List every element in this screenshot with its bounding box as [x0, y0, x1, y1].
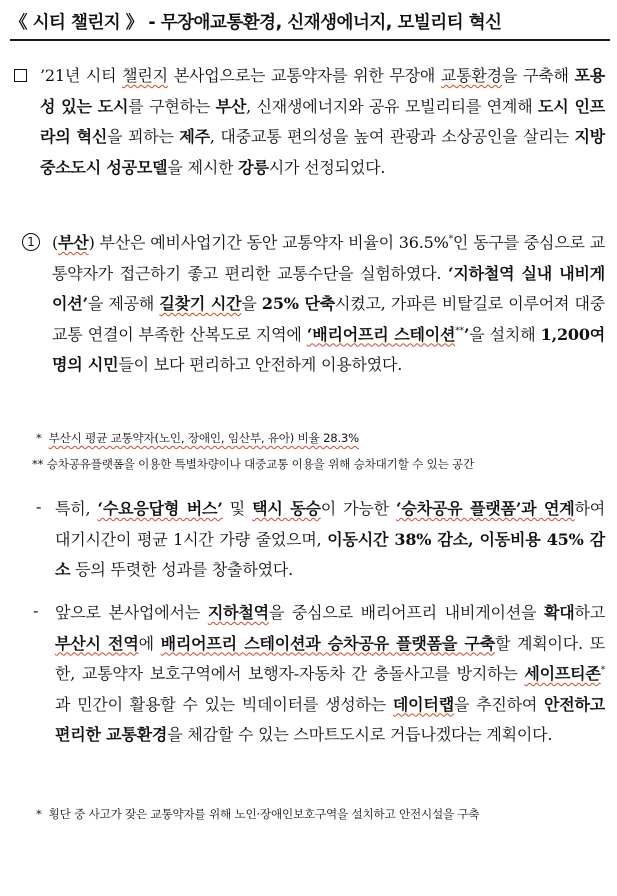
footnote-text: 부산시 평균 교통약자(노인, 장애인, 임산부, 유아) 비율 28.3% [48, 431, 359, 445]
footnote-text: 승차공유플랫폼을 이용한 특별차량이나 대중교통 이용을 위해 승차대기할 수 있는 공간 [46, 457, 475, 471]
footnote-mark: * [36, 807, 42, 821]
plan-text: 과 민간이 활용할 수 있는 빅데이터를 생성하는 [55, 694, 393, 714]
footnote-text: 횡단 중 사고가 잦은 교통약자를 위해 노인·장애인보호구역을 설치하고 안전시설을 구축 [48, 807, 480, 821]
busan-text: 을 제공해 [87, 294, 160, 313]
busan-emphasis: ‘지하철역 실내 내비게이션’ [52, 263, 606, 313]
footnote-1 [36, 430, 359, 446]
tuk-emphasis: ‘승차공유 플랫폼’과 연계 [396, 499, 575, 518]
plan-text: 할 계획이다. 또한, 교통약자 보호구역에서 보행자-자동차 간 충돌사고를 방지하는 [55, 633, 605, 683]
busan-text: ( [52, 233, 59, 252]
plan-text: 하고 [574, 603, 606, 622]
intro-text: 챌린지 [122, 66, 168, 85]
plan-text: 에 [138, 633, 161, 653]
page-title: 《 시티 챌린지 》 - 무장애교통환경, 신재생에너지, 모빌리티 혁신 [10, 13, 502, 33]
tuk-emphasis: 이동시간 38% 감소, 이동비용 45% 감소 [55, 529, 606, 579]
busan-text: 들이 보다 편리하고 안전하게 이용하였다. [118, 355, 403, 374]
busan-text: 을 설치해 [469, 324, 541, 344]
footnote-mark: ** [32, 457, 44, 471]
busan-text: 인 동구를 중심으로 교통약자가 접근하기 좋고 편리한 교통수단을 실험하였다. [52, 233, 605, 283]
tuk-text: 이 가능한 [320, 499, 397, 518]
title-divider [10, 39, 610, 41]
busan-paragraph [52, 228, 605, 381]
busan-emphasis: 25% 단축 [261, 294, 336, 313]
intro-emphasis: 도시 인프라의 혁신 [40, 96, 605, 146]
square-bullet-icon [14, 69, 27, 82]
plan-emphasis: 세이프티존 [524, 664, 601, 683]
plan-paragraph [55, 598, 605, 751]
tuk-paragraph [55, 494, 605, 586]
plan-emphasis: 배리어프리 스테이션과 승차공유 플랫폼을 구축 [160, 633, 495, 653]
busan-emphasis: ’ [463, 324, 470, 344]
plan-emphasis: 데이터랩 [392, 694, 454, 714]
intro-text: , 대중교통 편의성을 높여 관광과 소상공인을 살리는 [209, 127, 575, 146]
intro-text: 을 제시한 [167, 157, 239, 177]
footnote-2 [32, 456, 474, 472]
intro-text: 본사업으로는 교통약자를 위한 무장애 [167, 66, 441, 85]
intro-text: 를 구현하는 [128, 96, 216, 116]
busan-emphasis: 1,200여 명의 시민 [52, 324, 606, 374]
plan-emphasis: 부산시 전역 [55, 633, 139, 653]
plan-text: 앞으로 본사업에서는 [55, 603, 208, 622]
footnote-ref: * [448, 234, 453, 245]
intro-text: 을 구축해 [501, 66, 575, 85]
dash-marker: - [36, 497, 42, 516]
intro-emphasis: 지방중소도시 성공모델 [40, 127, 605, 177]
intro-emphasis: 포용성 있는 도시 [40, 66, 606, 116]
intro-text: 시가 선정되었다. [268, 157, 386, 177]
busan-text: 을 [241, 294, 262, 313]
busan-emphasis: ‘배리어프리 스테이션 [306, 324, 456, 344]
tuk-emphasis: 택시 동승 [252, 499, 321, 518]
plan-emphasis: 안전하고 편리한 교통환경 [55, 694, 605, 744]
tuk-text: 등의 뚜렷한 성과를 창출하였다. [70, 560, 294, 579]
busan-emphasis: 길찾기 시간 [159, 294, 242, 313]
tuk-text: 특히, [55, 499, 98, 518]
plan-text: 을 체감할 수 있는 스마트도시로 거듭나겠다는 계획이다. [167, 725, 553, 744]
plan-text: 을 추진하여 [453, 694, 544, 714]
intro-text: , 신재생에너지와 공유 모빌리티를 연계해 [246, 96, 538, 116]
busan-text: 시켰고, 가파른 비탈길로 이루어져 대중교통 연결이 부족한 산복도로 지역에 [52, 294, 605, 344]
footnote-ref: * [600, 665, 605, 676]
tuk-text: 하여 대기시간이 평균 1시간 가량 줄었으며, [55, 499, 606, 549]
intro-paragraph [40, 61, 605, 183]
tuk-text: 및 [222, 499, 253, 518]
tuk-emphasis: ‘수요응답형 버스’ [97, 499, 223, 518]
intro-emphasis: 강릉 [238, 157, 269, 177]
intro-text: ’21년 시티 [40, 66, 123, 85]
busan-text: ) 부산은 예비사업기간 동안 교통약자 비율이 [88, 233, 399, 252]
dash-marker: - [33, 601, 39, 620]
intro-text: 을 꾀하는 [107, 127, 180, 146]
plan-emphasis: 확대 [543, 603, 575, 622]
intro-emphasis: 제주 [179, 127, 210, 146]
circled-number-marker: 1 [22, 233, 40, 251]
busan-text: 36.5% [398, 233, 449, 252]
footnote-mark: * [36, 431, 42, 445]
plan-emphasis: 지하철역 [207, 603, 269, 622]
intro-text: 교통환경 [440, 66, 502, 85]
footnote-ref: ** [455, 326, 464, 337]
footnote-3 [36, 806, 479, 822]
plan-text: 을 중심으로 배리어프리 내비게이션을 [268, 603, 544, 622]
intro-emphasis: 부산 [215, 96, 247, 116]
busan-emphasis: 부산 [58, 233, 89, 252]
